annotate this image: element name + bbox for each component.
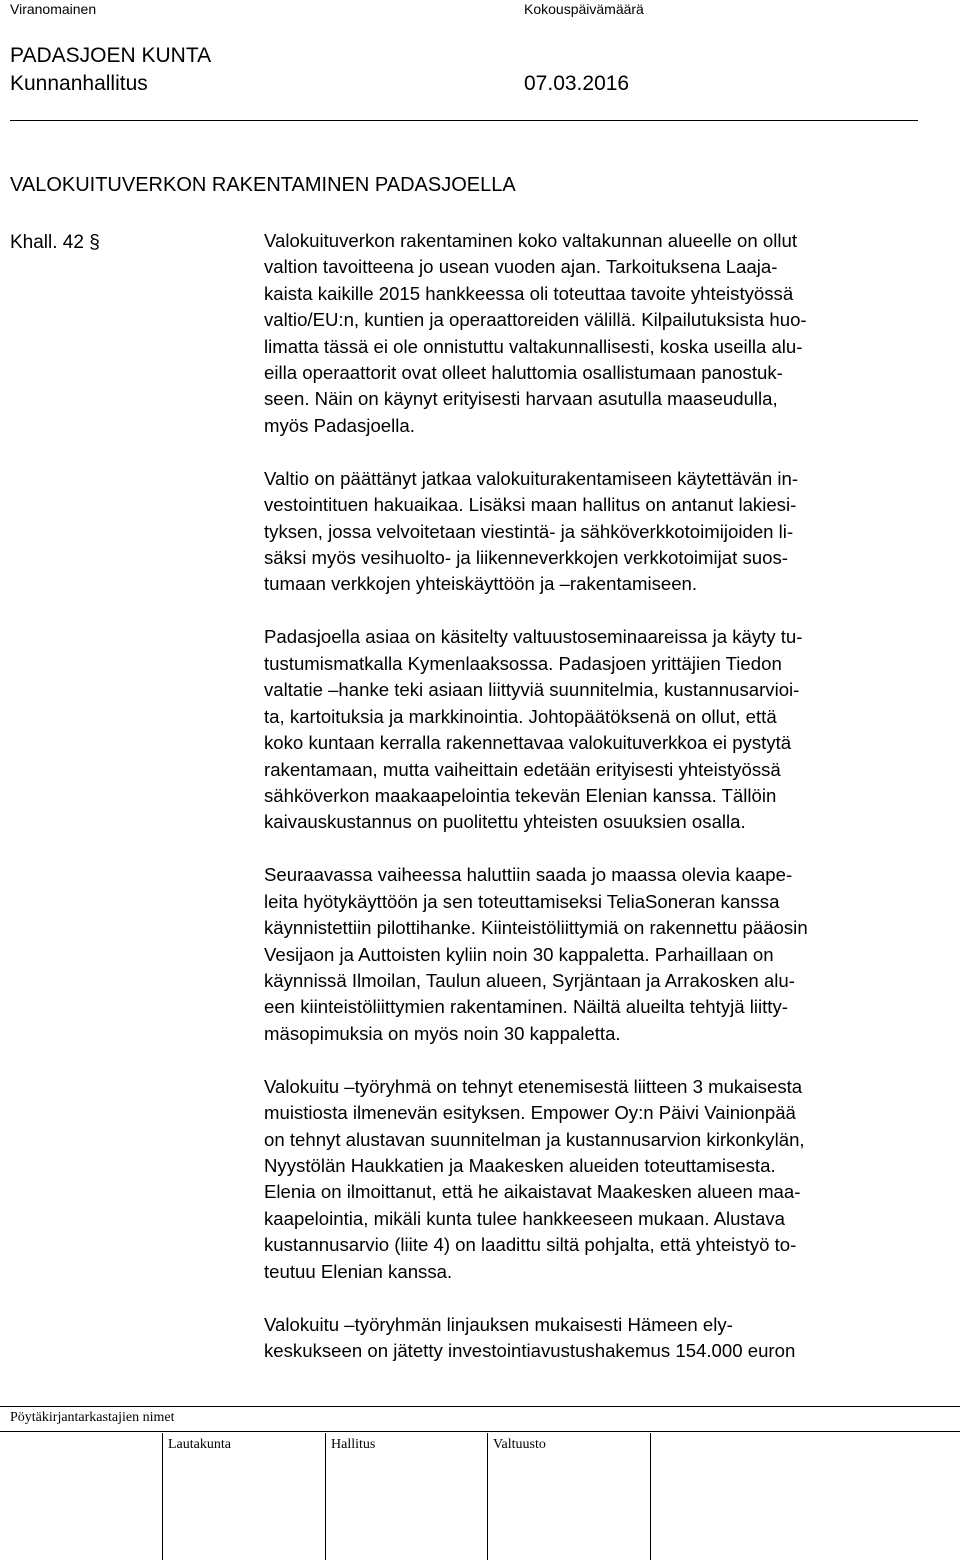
signature-label-council: Valtuusto [493, 1437, 546, 1452]
municipality-name: PADASJOEN KUNTA [10, 44, 212, 67]
signature-divider [650, 1433, 651, 1560]
footer-top-rule [0, 1406, 960, 1407]
signature-label-board: Lautakunta [168, 1437, 231, 1452]
document-title: VALOKUITUVERKON RAKENTAMINEN PADASJOELLA [10, 174, 516, 196]
meeting-date: 07.03.2016 [524, 72, 630, 95]
section-number: Khall. 42 § [10, 232, 100, 253]
inspectors-caption: Pöytäkirjantarkastajien nimet [10, 1410, 175, 1425]
authority-label: Viranomainen [10, 1, 97, 17]
governing-body: Kunnanhallitus [10, 72, 148, 95]
signature-label-government: Hallitus [331, 1437, 376, 1452]
meeting-date-label: Kokouspäivämäärä [524, 1, 644, 17]
signature-divider [162, 1433, 163, 1560]
paragraph-6: Valokuitu –työryhmän linjauksen mukaisesti Hämeen ely- keskukseen on jätetty investointiavustushakemus 154.000 euron [264, 1313, 796, 1361]
paragraph-2: Valtio on päättänyt jatkaa valokuiturakentamiseen käytettävän in- vestointituen hakuaikaa. Lisäksi maan hallitus on antanut lakiesi- tyksen, jossa velvoitetaan viestintä- ja sähköverkkotoimijoiden li- säksi myös vesihuolto- ja liikenneverkkojen verkkotoimijat suos- tumaan verkkojen yhteiskäyttöön ja –rakentamiseen. [264, 467, 799, 595]
header-divider [10, 120, 918, 121]
paragraph-3: Padasjoella asiaa on käsitelty valtuustoseminaareissa ja käyty tu- tustumismatkalla Kymenlaaksossa. Padasjoen yrittäjien Tiedon valtatie –hanke teki asiaan liittyviä suunnitelmia, kustannusarvioi- ta, kartoituksia ja markkinointia. Johtopäätöksenä on ollut, että koko kuntaan kerralla rakennettavaa valokuituverkkoa ei pystytä rakentamaan, mutta vaiheittain edetään erityisesti yhteistyössä sähköverkon maakaapelointia tekevän Elenian kanssa. Tällöin kaivauskustannus on puolitettu yhteisten osuuksien osalla. [264, 626, 803, 833]
paragraph-5: Valokuitu –työryhmä on tehnyt etenemisestä liitteen 3 mukaisesta muistiosta ilmenevän esityksen. Empower Oy:n Päivi Vainionpää on tehnyt alustavan suunnitelman ja kustannusarvion kirkonkylän, Nyystölän Haukkatien ja Maakesken alueiden toteuttamisesta. Elenia on ilmoittanut, että he aikaistavat Maakesken alueen maa- kaapelointia, mikäli kunta tulee hankkeeseen mukaan. Alustava kustannusarvio (liite 4) on laadittu siltä pohjalta, että yhteistyö to- teutuu Elenian kanssa. [264, 1075, 805, 1282]
signature-divider [325, 1433, 326, 1560]
paragraph-1: Valokuituverkon rakentaminen koko valtakunnan alueelle on ollut valtion tavoitteena jo usean vuoden ajan. Tarkoituksena Laaja- kaista kaikille 2015 hankkeessa oli toteuttaa tavoite yhteistyössä valtio/EU:n, kuntien ja operaattoreiden välillä. Kilpailutuksista huo- limatta tässä ei ole onnistuttu valtakunnallisesti, koska useilla alu- eilla operaattorit ovat olleet haluttomia osallistumaan panostuk- seen. Näin on käynyt erityisesti harvaan asutulla maaseudulla, myös Padasjoella. [264, 230, 807, 436]
signature-divider [487, 1433, 488, 1560]
body-text [264, 228, 954, 1364]
footer-middle-rule [0, 1431, 960, 1432]
paragraph-4: Seuraavassa vaiheessa haluttiin saada jo maassa olevia kaape- leita hyötykäyttöön ja sen toteuttamiseksi TeliaSoneran kanssa käynnistettiin pilottihanke. Kiinteistöliittymiä on rakennettu pääosin Vesijaon ja Auttoisten kyliin noin 30 kappaletta. Parhaillaan on käynnissä Ilmoilan, Taulun alueen, Syrjäntaan ja Arrakosken alu- een kiinteistöliittymien rakentaminen. Näiltä alueilta tehtyjä liitty- mäsopimuksia on myös noin 30 kappaletta. [264, 864, 808, 1044]
